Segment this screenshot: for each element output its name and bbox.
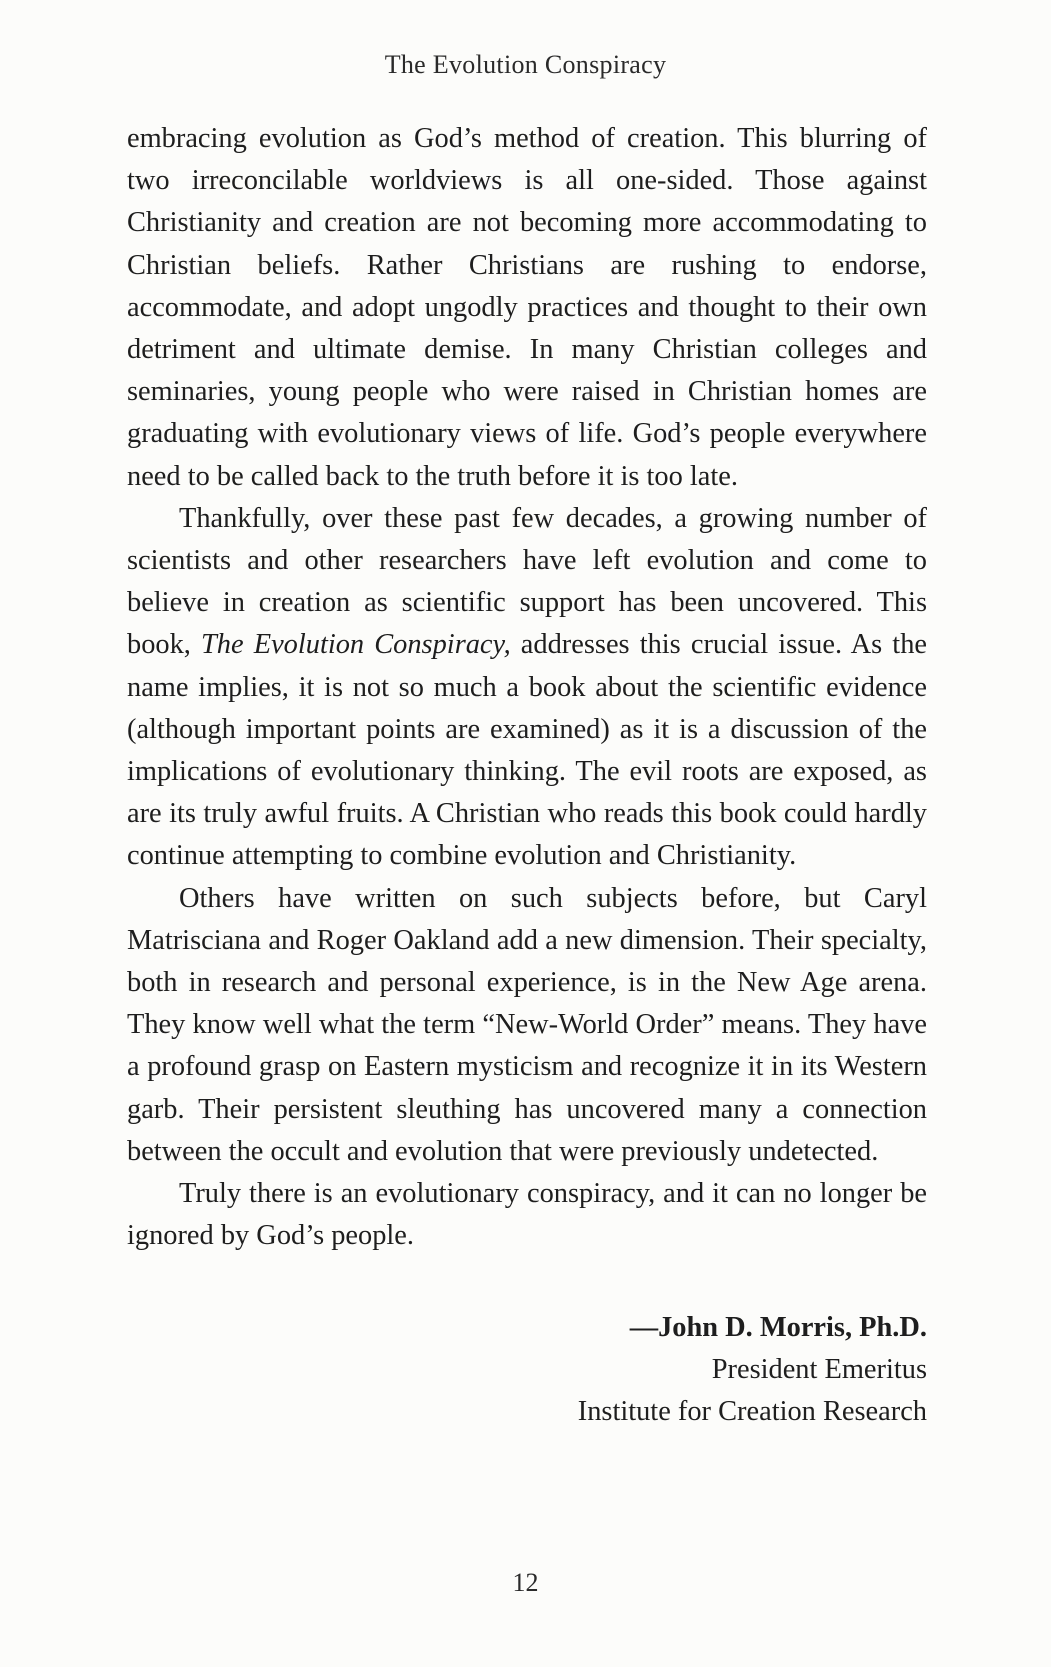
page-number: 12	[512, 1568, 539, 1597]
body-text	[127, 118, 927, 1257]
book-title: The Evolution Conspiracy,	[201, 629, 511, 661]
paragraph-2-after-title: addresses this crucial issue. As the name implies, it is not so much a book about the scientific evidence (although important points are examined) as it is a discussion of the implications of evolutionary thinking. The evil roots are exposed, as are its truly awful fruits. A Christian who reads this book could hardly continue attempting to combine evolution and Christianity.	[127, 629, 927, 872]
paragraph-4: Truly there is an evolutionary conspiracy, and it can no longer be ignored by God’s people.	[127, 1178, 927, 1252]
paragraph-3: Others have written on such subjects before, but Caryl Matrisciana and Roger Oakland add a new dimension. Their specialty, both in research and personal experience, is in the New Age arena. They know well what the term “New-World Order” means. They have a profound grasp on Eastern mysticism and recognize it in its Western garb. Their persistent sleuthing has uncovered many a connection between the occult and evolution that were previously undetected.	[127, 882, 927, 1167]
signature-title: President Emeritus	[711, 1354, 927, 1386]
running-head-title: The Evolution Conspiracy	[384, 50, 667, 79]
signature-block	[578, 1307, 927, 1434]
paragraph-2	[127, 498, 927, 878]
paragraph-2-before-title: Thankfully, over these past few decades, a growing number of scientists and other researchers have left evolution and come to believe in creation as scientific support has been uncovered. This book,	[127, 502, 927, 661]
paragraph-1: embracing evolution as God’s method of creation. This blurring of two irreconcilable worldviews is all one-sided. Those against Christianity and creation are not becoming more accommodating to Christian beliefs. Rather Christians are rushing to endorse, accommodate, and adopt ungodly practices and thought to their own detriment and ultimate demise. In many Christian colleges and seminaries, young people who were raised in Christian homes are graduating with evolutionary views of life. God’s people everywhere need to be called back to the truth before it is too late.	[127, 123, 927, 492]
signature-name: —John D. Morris, Ph.D.	[629, 1312, 927, 1343]
signature-organization: Institute for Creation Research	[577, 1396, 927, 1428]
